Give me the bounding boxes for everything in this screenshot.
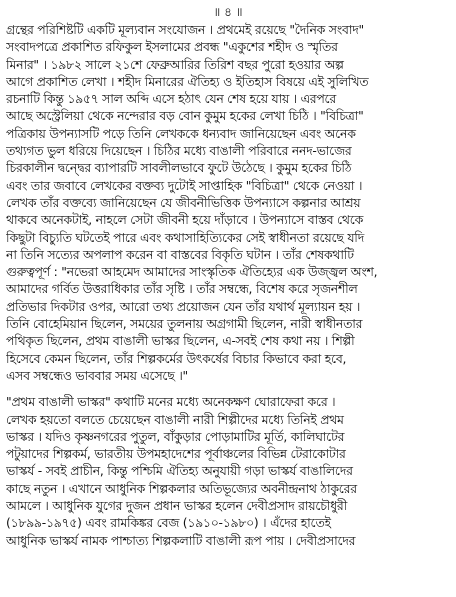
text-line: ভাস্কর । যদিও কৃষ্ণনগরের পুতুল, বাঁকুড়ার পোড়ামাটির মূর্তি, কালিঘাটের xyxy=(6,429,345,444)
paragraph-2 xyxy=(6,394,450,550)
text-line: আধুনিক ভাস্কর্য নামক পাশ্চাত্য শিল্পকলাটি বাঙালী রূপ পায় । দেবীপ্রসাদের xyxy=(6,533,356,548)
text-line: মিনার" । ১৯৮২ সালে ২১শে ফেব্রুআরির তিরিশ বছর পুরো হওয়ার অল্প xyxy=(6,57,344,72)
text-line: পটুয়াদের শিল্পকর্ম, ভারতীয় উপমহাদেশের পূর্বাঞ্চলের বিভিন্ন টেরাকোটার xyxy=(6,447,346,462)
text-line: প্রতিভার দিকটার ওপর, আরো তথ্য প্রয়োজন যেন তাঁর যথার্থ মূল্যায়ন হয় । xyxy=(6,299,361,314)
text-line: লেখক হয়তো বলতে চেয়েছেন বাঙালী নারী শিল্পীদের মধ্যে তিনিই প্রথম xyxy=(6,412,344,427)
paragraph-1 xyxy=(6,22,450,385)
text-line: চিরকালীন দ্বন্দ্বের ব্যাপারটি সাবলীলভাবে ফুটে উঠেছে । কুমুম হকের চিঠি xyxy=(6,161,352,176)
text-line: আমলে । আধুনিক যুগের দুজন প্রধান ভাস্কর হলেন দেবীপ্রসাদ রায়চৌধুরী xyxy=(6,499,348,514)
text-line: (১৮৯৯-১৯৭৫) এবং রামকিঙ্কর বেজ (১৯১০-১৯৮০) । এঁদের হাতেই xyxy=(6,516,331,531)
text-line: তিনি বোহেমিয়ান ছিলেন, সময়ের তুলনায় অগ্রগামী ছিলেন, নারী স্বাধীনতার xyxy=(6,317,363,332)
text-line: গ্রন্থের পরিশিষ্টটি একটি মূল্যবান সংযোজন । প্রথমেই রয়েছে "দৈনিক সংবাদ" xyxy=(6,23,364,37)
text-line: থাকবে অনেকটাই, নাহলে সেটা জীবনী হয়ে দাঁড়াবে । উপন্যাসে বাস্তব থেকে xyxy=(6,213,364,228)
text-line: ভাস্কর্য - সবই প্রাচীন, কিন্তু পশ্চিমি ঐতিহ্য অনুযায়ী গড়া ভাস্কর্য বাঙালিদের xyxy=(6,464,353,479)
text-line: কিছুটা বিচ্যুতি ঘটতেই পারে এবং কথাসাহিত্যিকের সেই স্বাধীনতা রয়েছে যদি xyxy=(6,230,365,245)
text-line: গুরুত্বপূর্ণ : "নভেরা আহমেদ আমাদের সাংস্কৃতিক ঐতিহ্যের এক উজ্জ্বল অংশ, xyxy=(6,265,378,280)
text-line: সংবাদপত্রে প্রকাশিত রফিকুল ইসলামের প্রবন্ধ "একুশের শহীদ ও স্মৃতির xyxy=(6,40,338,55)
text-line: হিসেবে কেমন ছিলেন, তাঁর শিল্পকর্মের উৎকর্ষের বিচার কিভাবে করা হবে, xyxy=(6,351,347,366)
text-line: আগে প্রকাশিত লেখা । শহীদ মিনারের ঐতিহ্য ও ইতিহাস বিষয়ে এই সুলিখিত xyxy=(6,74,369,89)
text-line: লেখক তাঁর বক্তব্যে জানিয়েছেন যে জীবনীভিত্তিক উপন্যাসে কল্পনার আশ্রয় xyxy=(6,195,361,210)
text-line: রচনাটি কিন্তু ১৯৫৭ সাল অব্দি এসে হঠাৎ যেন শেষ হয়ে যায় । এরপরে xyxy=(6,92,336,107)
text-line: না তিনি সত্যের অপলাপ করেন বা বাস্তবের বিকৃতি ঘটান । তাঁর শেষকথাটি xyxy=(6,247,354,262)
paragraph-spacer xyxy=(6,385,450,394)
text-line: এবং তার জবাবে লেখকের বক্তব্য দুটোই সাপ্তাহিক "বিচিত্রা" থেকে নেওয়া । xyxy=(6,178,363,193)
text-line: পত্রিকায় উপন্যাসটি পড়ে তিনি লেখককে ধন্যবাদ জানিয়েছেন এবং অনেক xyxy=(6,126,356,141)
page-number: ॥ ৪ ॥ xyxy=(213,5,243,19)
text-line: আছে অস্ট্রেলিয়া থেকে নন্দেরার বড় বোন কুমুম হকের লেখা চিঠি । "বিচিত্রা" xyxy=(6,109,364,124)
text-line: তথ্যগত ভুল ধরিয়ে দিয়েছেন । চিঠির মধ্যে বাঙালী পরিবারে ননদ-ভাজের xyxy=(6,144,352,159)
text-line: পথিকৃত ছিলেন, প্রথম বাঙালী ভাস্কর ছিলেন, এ-সবই শেষ কথা নয় । শিল্পী xyxy=(6,334,355,349)
text-line: কাছে নতুন । এখানে আধুনিক শিল্পকলার অতিভূজ্যের অবনীন্দ্রনাথ ঠাকুরের xyxy=(6,481,357,496)
text-line: "প্রথম বাঙালী ভাস্কর" কথাটি মনের মধ্যে অনেকক্ষণ ঘোরাফেরা করে । xyxy=(6,395,336,410)
text-line: এসব সম্বন্ধেও ভাববার সময় এসেছে ।" xyxy=(6,368,188,383)
text-line: আমাদের গর্বিত উত্তরাধিকার তাঁর সৃষ্টি । তাঁর সম্বন্ধে, বিশেষ করে সৃজনশীল xyxy=(6,282,358,297)
